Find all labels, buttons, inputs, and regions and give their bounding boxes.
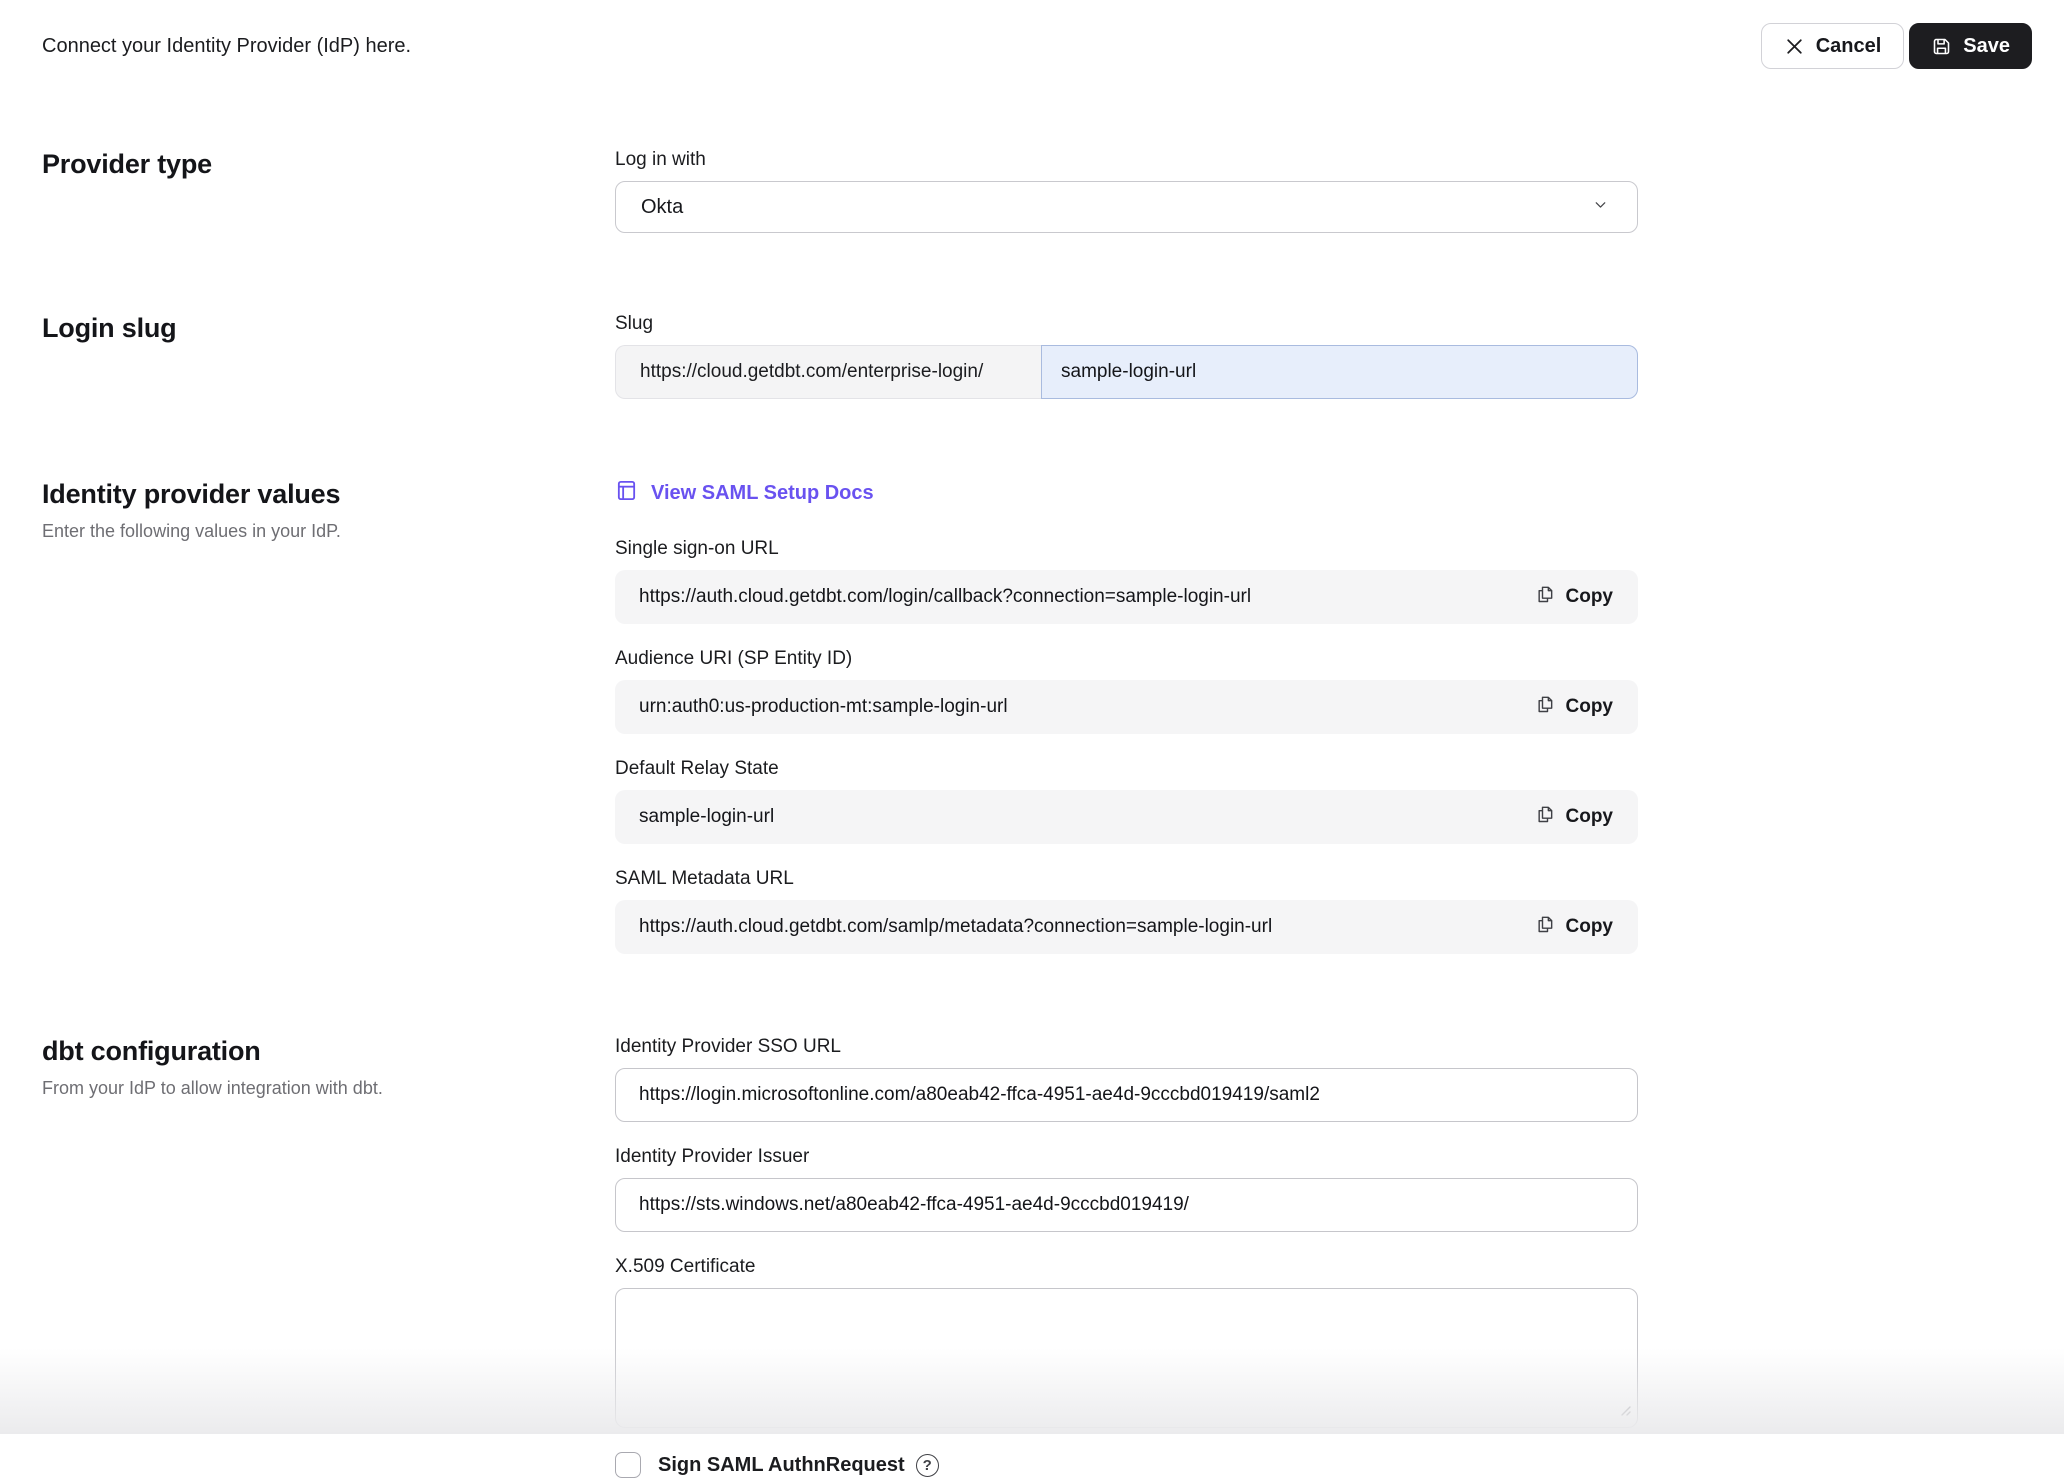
docs-book-icon xyxy=(615,479,638,508)
relay-state-value: sample-login-url xyxy=(639,806,775,827)
idp-values-subtitle: Enter the following values in your IdP. xyxy=(42,521,341,542)
copy-sso-url-button[interactable] xyxy=(1527,576,1622,618)
provider-type-heading: Provider type xyxy=(42,149,212,179)
certificate-group xyxy=(615,1256,1638,1428)
copy-icon xyxy=(1535,914,1555,940)
relay-state-label: Default Relay State xyxy=(615,758,779,779)
save-button[interactable] xyxy=(1909,23,2032,69)
copy-icon xyxy=(1535,584,1555,610)
log-in-with-label: Log in with xyxy=(615,149,706,170)
certificate-textarea[interactable] xyxy=(615,1288,1638,1428)
copy-audience-uri-button[interactable] xyxy=(1527,686,1622,728)
idp-issuer-input[interactable] xyxy=(615,1178,1638,1232)
header-actions xyxy=(1761,23,2032,69)
sso-url-group xyxy=(615,538,1638,624)
dbt-configuration-heading: dbt configuration xyxy=(42,1036,261,1066)
idp-values-heading: Identity provider values xyxy=(42,479,341,509)
idp-values-section xyxy=(0,479,2064,954)
sign-saml-authnrequest-control[interactable] xyxy=(615,1452,939,1478)
idp-sso-url-group xyxy=(615,1036,1638,1122)
close-icon xyxy=(1784,36,1805,57)
login-slug-heading: Login slug xyxy=(42,313,177,343)
metadata-url-group xyxy=(615,868,1638,954)
audience-uri-group xyxy=(615,648,1638,734)
sso-url-value: https://auth.cloud.getdbt.com/login/callback?connection=sample-login-url xyxy=(639,586,1252,607)
slug-label: Slug xyxy=(615,313,654,334)
save-floppy-icon xyxy=(1931,36,1952,57)
copy-metadata-url-button[interactable] xyxy=(1527,906,1622,948)
provider-select-value: Okta xyxy=(641,195,684,218)
idp-sso-url-label: Identity Provider SSO URL xyxy=(615,1036,841,1057)
metadata-url-row xyxy=(615,900,1638,954)
copy-relay-state-button[interactable] xyxy=(1527,796,1622,838)
page-description: Connect your Identity Provider (IdP) here. xyxy=(42,34,412,57)
sso-url-label: Single sign-on URL xyxy=(615,538,779,559)
sso-url-row xyxy=(615,570,1638,624)
copy-button-label: Copy xyxy=(1565,586,1613,607)
copy-icon xyxy=(1535,694,1555,720)
relay-state-group xyxy=(615,758,1638,844)
provider-select[interactable] xyxy=(615,181,1638,233)
sign-saml-authnrequest-label: Sign SAML AuthnRequest xyxy=(658,1453,905,1476)
dbt-configuration-section xyxy=(0,1036,2064,1478)
idp-sso-url-input[interactable] xyxy=(615,1068,1638,1122)
slug-prefix: https://cloud.getdbt.com/enterprise-login/ xyxy=(615,345,1041,399)
idp-issuer-group xyxy=(615,1146,1638,1232)
slug-input[interactable] xyxy=(1041,345,1638,399)
dbt-configuration-subtitle: From your IdP to allow integration with dbt. xyxy=(42,1078,383,1099)
audience-uri-row xyxy=(615,680,1638,734)
idp-issuer-label: Identity Provider Issuer xyxy=(615,1146,810,1167)
relay-state-row xyxy=(615,790,1638,844)
chevron-down-icon xyxy=(1592,196,1609,219)
metadata-url-label: SAML Metadata URL xyxy=(615,868,794,889)
audience-uri-label: Audience URI (SP Entity ID) xyxy=(615,648,853,669)
certificate-label: X.509 Certificate xyxy=(615,1256,756,1277)
copy-button-label: Copy xyxy=(1565,696,1613,717)
cancel-button[interactable] xyxy=(1761,23,1905,69)
cancel-button-label: Cancel xyxy=(1815,34,1882,57)
login-slug-section xyxy=(0,313,2064,399)
copy-button-label: Copy xyxy=(1565,916,1613,937)
saml-docs-link[interactable] xyxy=(615,479,874,508)
audience-uri-value: urn:auth0:us-production-mt:sample-login-url xyxy=(639,696,1008,717)
provider-type-section xyxy=(0,149,2064,233)
metadata-url-value: https://auth.cloud.getdbt.com/samlp/metadata?connection=sample-login-url xyxy=(639,916,1273,937)
save-button-label: Save xyxy=(1963,34,2010,57)
saml-docs-link-label: View SAML Setup Docs xyxy=(651,482,874,504)
copy-icon xyxy=(1535,804,1555,830)
slug-field xyxy=(615,345,1638,399)
copy-button-label: Copy xyxy=(1565,806,1613,827)
top-bar xyxy=(0,0,2064,69)
help-question-icon[interactable]: ? xyxy=(916,1454,939,1477)
sign-saml-authnrequest-checkbox[interactable] xyxy=(615,1452,641,1478)
